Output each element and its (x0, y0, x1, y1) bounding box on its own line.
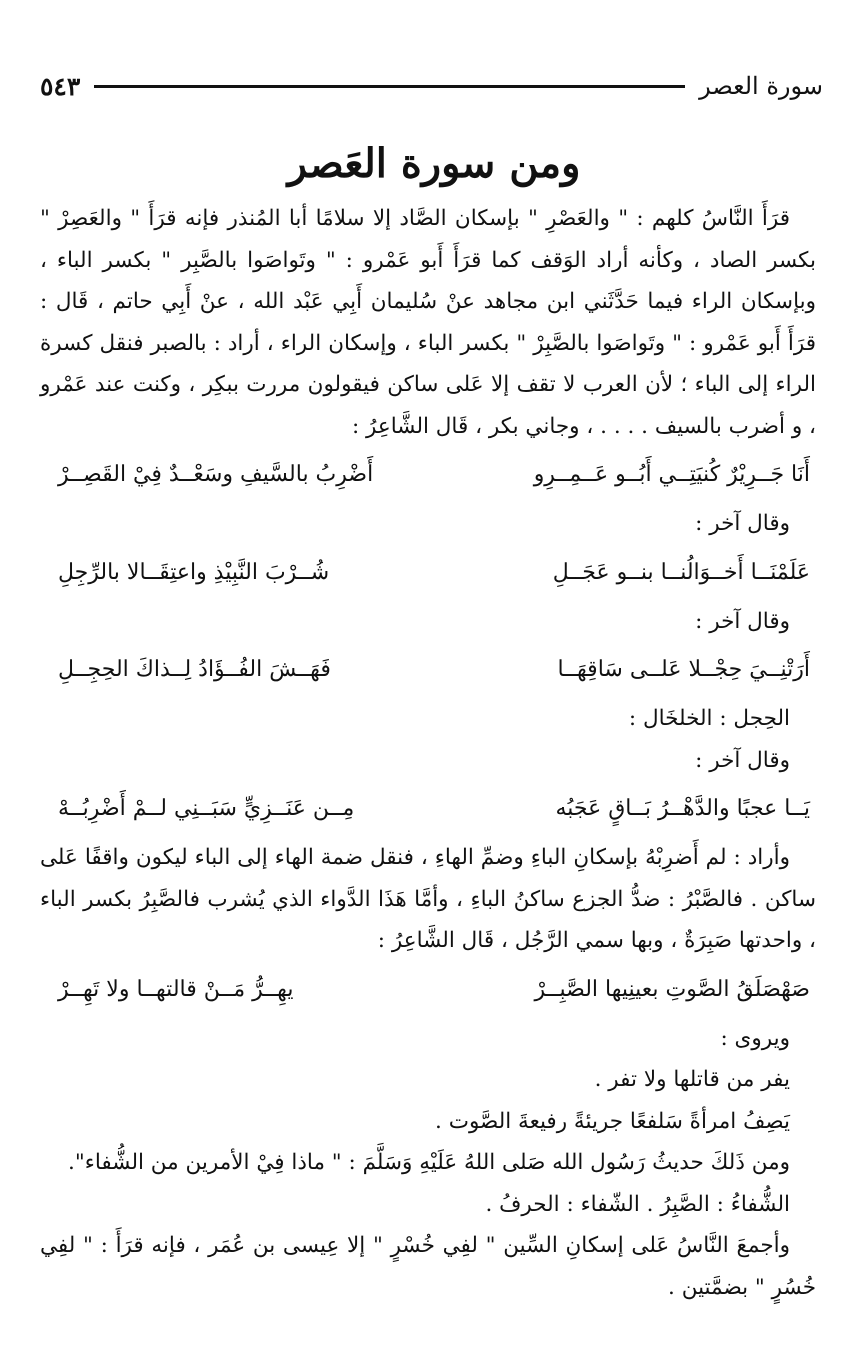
gloss-line: الشُّفاءُ : الصَّبِرُ . الشّفاء : الحرفُ . (485, 1191, 790, 1217)
verse-first-hemistich: صَهْصَلَقُ الصَّوتِ بعينِيها الصَّبِــرْ (534, 976, 810, 1002)
gloss-line: الحِجل : الخلخَال : (628, 706, 790, 731)
paragraph: وأجمعَ النَّاسُ عَلى إسكانِ السِّين " لفِي خُسْرٍ " إلا عِيسى بن عُمَر ، فإنه قرَأَ : " لفِي خُسُرٍ " بضمَّتين . (40, 1233, 816, 1300)
text-line: يفر من قاتلها ولا تفر . (594, 1067, 790, 1092)
text-line: وقال آخر : (695, 608, 790, 634)
body-text (40, 198, 816, 1308)
text-line: وقال آخر : (695, 747, 790, 773)
paragraph: قرَأَ النَّاسُ كلهم : " والعَصْرِ " بإسكان الصَّاد إلا سلامًا أبا المُنذر فإنه قرَأَ " والعَصِرْ " بكسر الصاد ، وكأنه أراد الوَقف كما قرَأَ أَبو عَمْرو : " وتَواصَوا بالصَّبِر " بكسر الباء ، وبإسكان الراء فيما حَدَّثَني ابن مجاهد عنْ سُليمان أَبِي عَبْد الله ، عنْ أَبِي حاتم ، قَال : قرَأَ أَبو عَمْرو : " وتَواصَوا بالصَّبِرْ " بكسر الباء ، وإسكان الراء ، أراد : بالصبر فنقل كسرة الراء إلى الباء ؛ لأن العرب لا تقف إلا عَلى ساكن فيقولون مررت ببكِر ، وكنت عند عَمْرو ، و أضرب بالسيف . . . . ، وجاني بكر ، قَال الشَّاعِرُ : (40, 206, 816, 439)
verse-second-hemistich: شُــرْبَ النَّبِيْذِ واعتِقَــالا بالرِّجِلِ (58, 559, 330, 585)
verse-first-hemistich: أَرَتْنِــيَ حِجْــلا عَلــى سَاقِهَــا (557, 657, 810, 682)
text-line: يَصِفُ امرأةً سَلفعًا جريئةً رفيعةَ الصَّوت . (435, 1108, 790, 1134)
header-rule (94, 85, 685, 88)
verse-line (40, 545, 816, 601)
verse-second-hemistich: فَهَــشَ الفُــؤَادُ لِــذاكَ الحِجِــلِ (58, 657, 331, 682)
verse-first-hemistich: يَــا عجبًا والدَّهْــرُ بَــاقٍ عَجَبُه (555, 796, 810, 821)
running-header (40, 66, 823, 106)
verse-line (40, 447, 816, 503)
running-header-title: سورة العصر (699, 72, 823, 100)
verse-line (40, 962, 816, 1018)
verse-first-hemistich: عَلَمْنَــا أَخــوَالُنــا بنــو عَجَــلِ (552, 559, 810, 585)
verse-second-hemistich: أَضْرِبُ بالسَّيفِ وسَعْــدٌ فِيْ القَصِــرْ (58, 462, 374, 487)
text-line: ويروى : (720, 1025, 790, 1051)
text-line: ومن ذَلكَ حديثُ رَسُول الله صَلى اللهُ عَلَيْهِ وَسَلَّمَ : " ماذا فِيْ الأمرين من الشُّفاء". (68, 1150, 790, 1175)
page-number: ٥٤٣ (40, 71, 81, 101)
text-line: وقال آخر : (695, 511, 790, 536)
verse-first-hemistich: أَنَا جَــرِيْرٌ كُنيَتِــي أَبُــو عَــمِــرِو (533, 462, 810, 487)
verse-second-hemistich: يهِــرُّ مَــنْ قالتهــا ولا تَهِــرْ (58, 976, 294, 1002)
chapter-title: ومن سورة العَصر (287, 140, 581, 187)
verse-second-hemistich: مِــن عَنَــزِيٍّ سَبَــنِي لــمْ أَضْرِبُــهْ (58, 796, 355, 821)
verse-line (40, 642, 816, 698)
verse-line (40, 781, 816, 837)
paragraph: وأراد : لم أَضرِبْهُ بإسكانِ الباءِ وضمِّ الهاءِ ، فنقل ضمة الهاء إلى الباء ليكون واقفًا عَلى ساكن . فالصَّبْرُ : ضدُّ الجزع ساكنُ الباءِ ، وأمَّا هَذَا الدَّواء الذي يُشرب فالصَّبِرُ بكسر الباء ، واحدتها صَبِرَةٌ ، وبها سمي الرَّجُل ، قَال الشَّاعِرُ : (40, 845, 816, 953)
